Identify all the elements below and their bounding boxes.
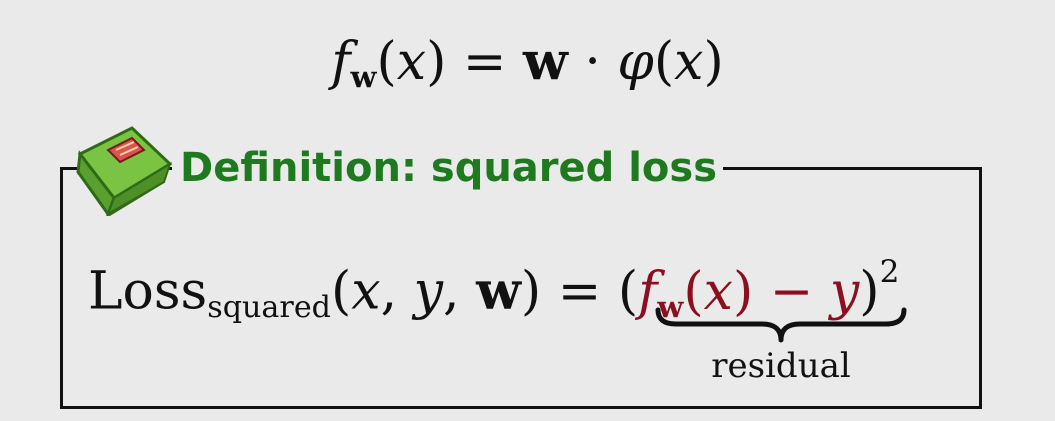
comma-1: , (380, 261, 414, 322)
loss-formula (88, 232, 900, 325)
equals-sign-2: = (557, 261, 602, 322)
residual-label: residual (711, 346, 851, 386)
dot-operator: · (584, 32, 601, 92)
outer-close-paren: ) (859, 261, 880, 322)
w-arg: w (476, 260, 521, 322)
open-paren-2: ( (653, 32, 675, 92)
book-icon (74, 124, 176, 216)
outer-open-paren: ( (617, 261, 639, 322)
definition-title: Definition: squared loss (172, 140, 723, 196)
minus-sign: − (769, 261, 814, 322)
close-paren: ) (426, 32, 447, 92)
x-arg: x (351, 261, 381, 322)
args-open-paren: ( (330, 261, 352, 322)
squared-subscript: squared (207, 289, 331, 325)
y-symbol-2: y (829, 261, 860, 322)
w-subscript: w (350, 60, 377, 96)
y-arg: y (413, 261, 444, 322)
w-subscript-2: w (657, 289, 684, 325)
equals-sign: = (462, 32, 507, 92)
comma-2: , (443, 261, 477, 322)
close-paren-3: ) (732, 261, 754, 322)
f-symbol-2: f (638, 261, 658, 322)
x-symbol-2: x (674, 32, 704, 92)
w-vector: w (523, 31, 568, 92)
loss-word: Loss (88, 261, 208, 322)
x-symbol: x (396, 32, 427, 92)
power-two: 2 (879, 254, 900, 290)
args-close-paren: ) (520, 261, 542, 322)
close-paren-2: ) (703, 32, 724, 92)
underbrace (654, 306, 908, 344)
top-formula (0, 22, 1055, 102)
f-symbol: f (331, 32, 351, 92)
phi-symbol: φ (617, 32, 654, 92)
x-symbol-3: x (703, 261, 733, 322)
open-paren: ( (376, 32, 397, 92)
open-paren-3: ( (683, 261, 704, 322)
